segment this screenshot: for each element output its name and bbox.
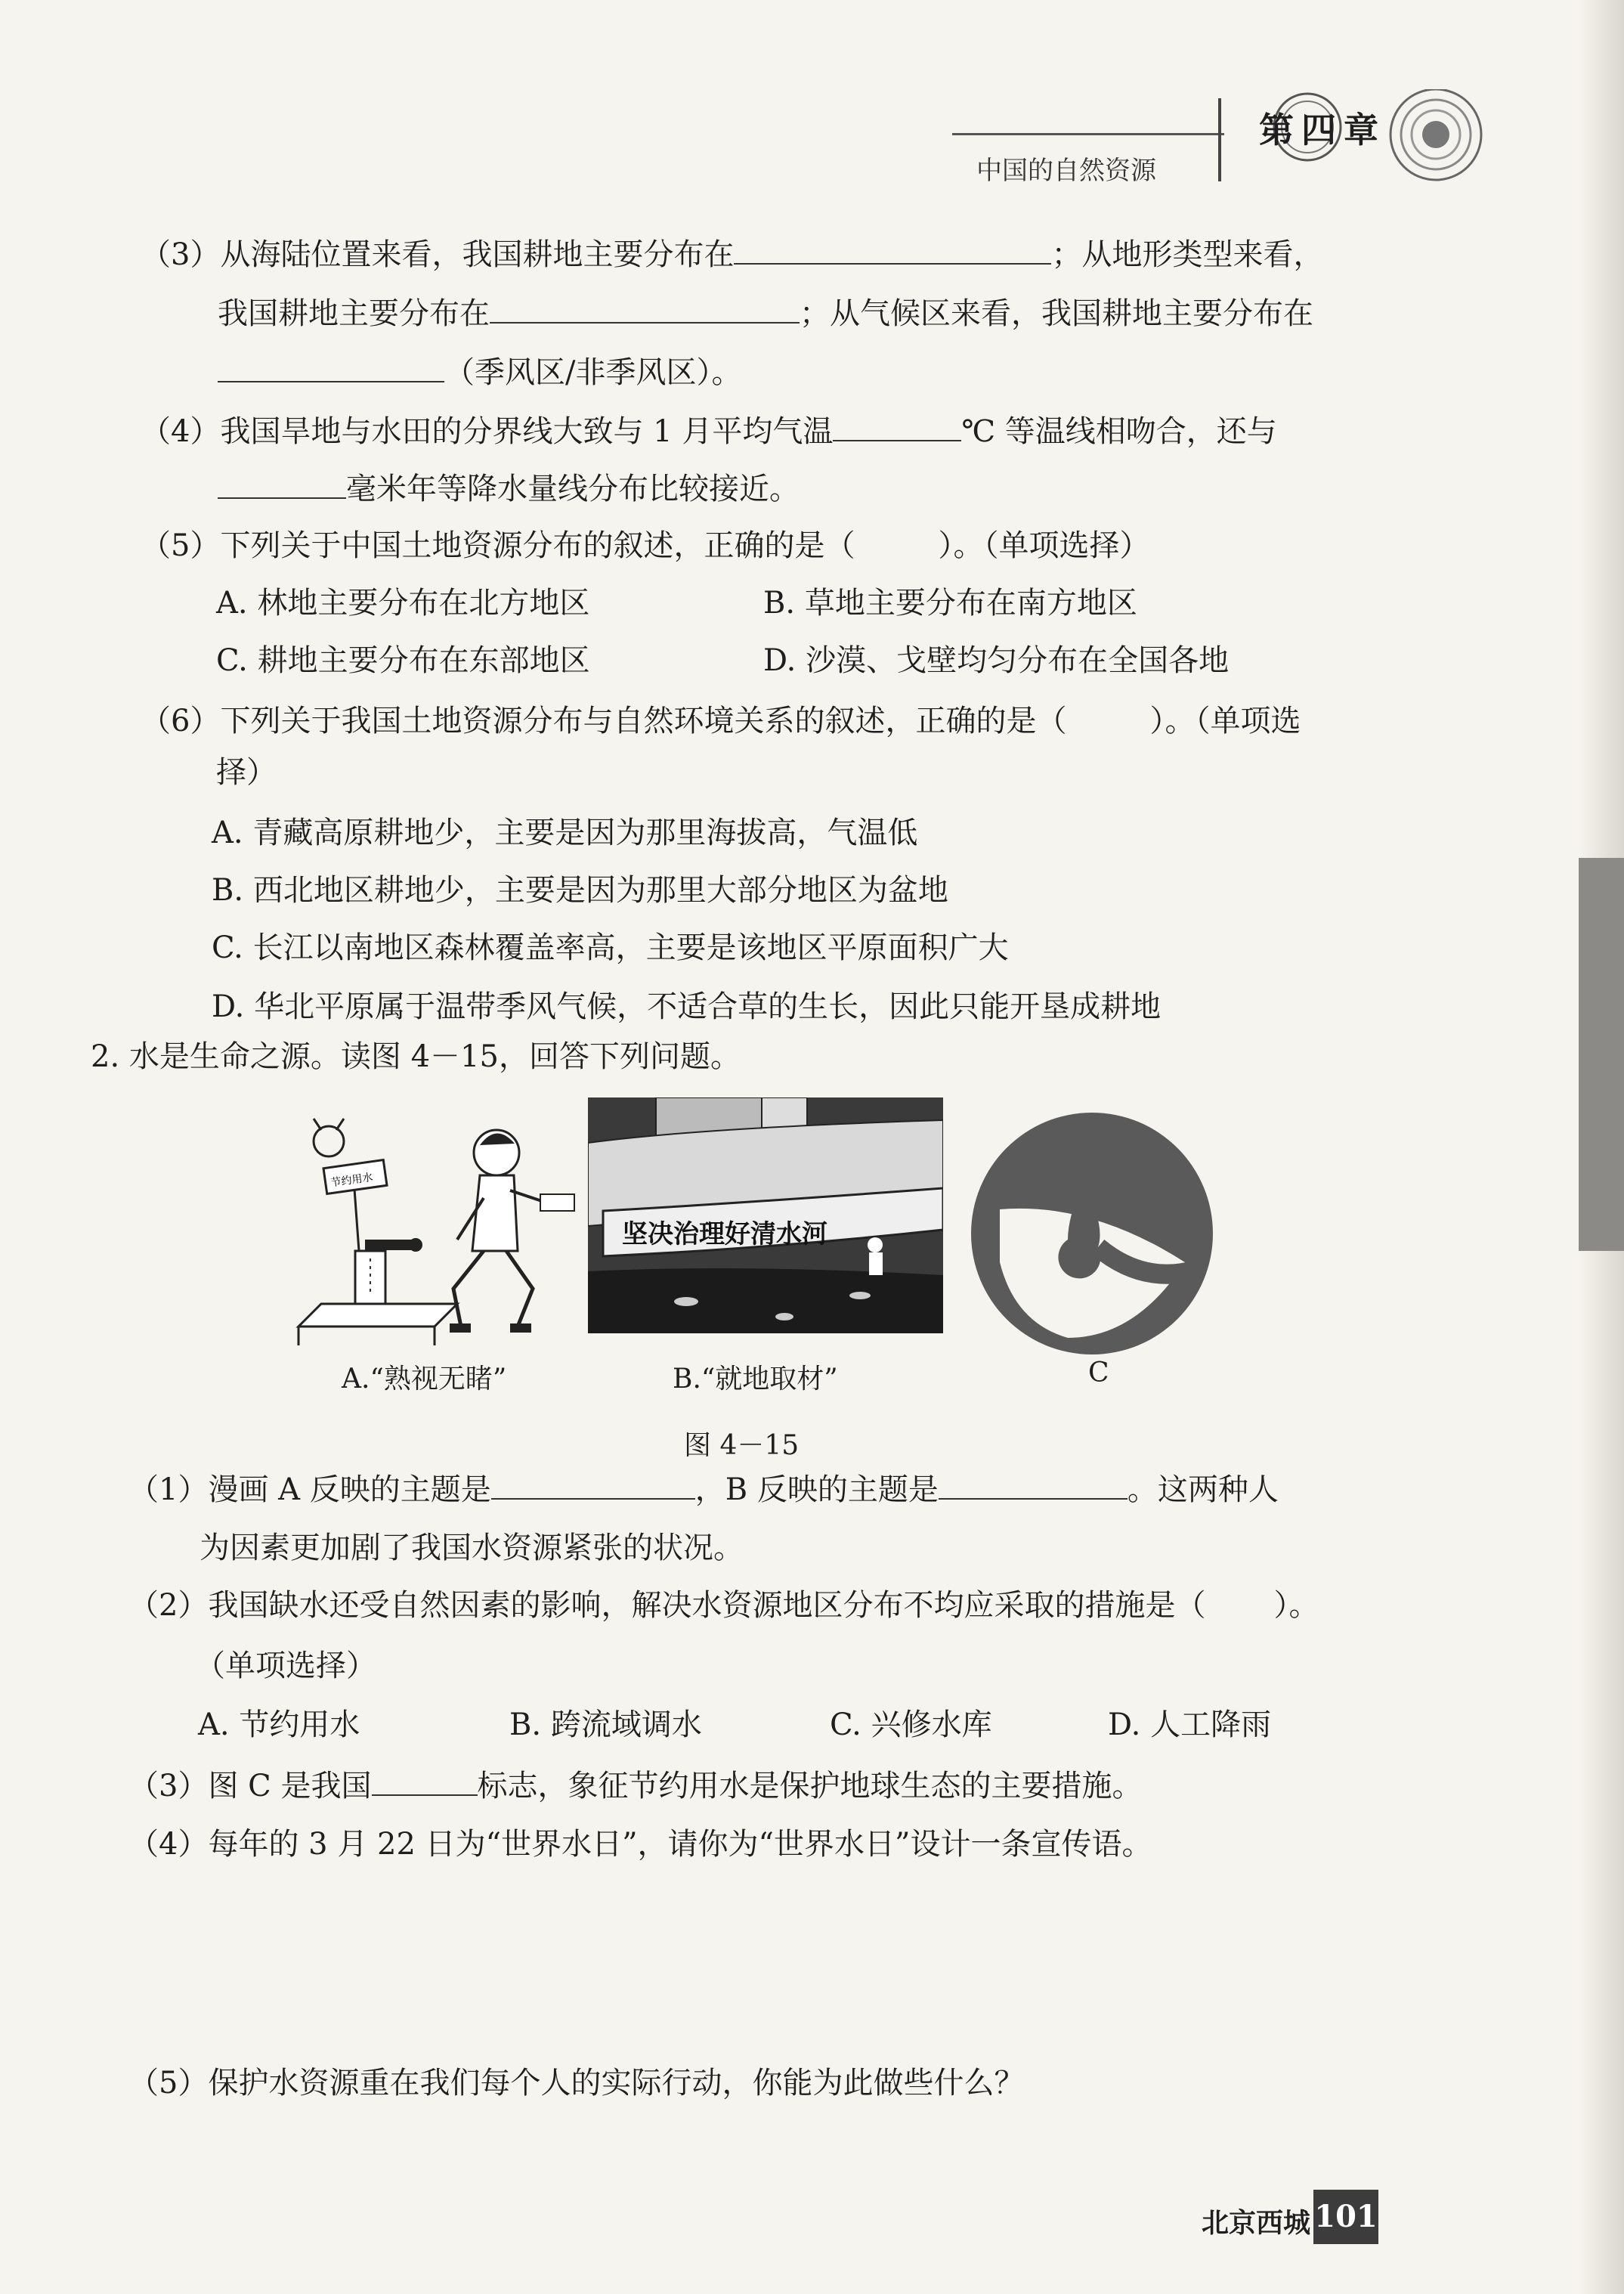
q1-p6-num: （6）	[141, 704, 221, 738]
q2-p2-option-d: D. 人工降雨	[1108, 1707, 1272, 1742]
q1-p6-option-b: B. 西北地区耕地少，主要是因为那里大部分地区为盆地	[212, 873, 948, 908]
q2-p2-line1	[128, 1586, 1319, 1625]
q2-p5-answer-area[interactable]	[196, 2116, 1179, 2177]
figure-a-cartoon	[291, 1100, 578, 1349]
q2-p5-num: （5）	[128, 2066, 209, 2101]
q2-p2-option-c: C. 兴修水库	[830, 1707, 992, 1742]
q1-p6-option-d: D. 华北平原属于温带季风气候，不适合草的生长，因此只能开垦成耕地	[212, 989, 1162, 1024]
q1-p6-tail2: 择）	[216, 755, 277, 790]
figure-c-caption: C	[1088, 1358, 1109, 1388]
chapter-subtitle: 中国的自然资源	[976, 156, 1156, 186]
q1-p4-text1: 我国旱地与水田的分界线大致与 1 月平均气温	[220, 414, 834, 449]
q1-p5-option-d: D. 沙漠、戈壁均匀分布在全国各地	[763, 643, 1230, 678]
q2-p3-line	[128, 1766, 1143, 1806]
q2-p2-text3: （单项选择）	[195, 1649, 376, 1683]
q2-p1-line1	[128, 1469, 1279, 1509]
q1-p6-stem	[141, 701, 1301, 741]
q1-p3-text3: 我国耕地主要分布在	[218, 296, 490, 331]
q1-p6-option-c: C. 长江以南地区森林覆盖率高，主要是该地区平原面积广大	[212, 930, 1009, 965]
water-saving-logo-icon	[970, 1111, 1215, 1357]
q2-p1-text4: 为因素更加剧了我国水资源紧张的状况。	[200, 1531, 744, 1565]
q1-p5-option-c: C. 耕地主要分布在东部地区	[216, 643, 590, 678]
q2-p3-text1: 图 C 是我国	[208, 1769, 372, 1803]
q2-p5-text1: 保护水资源重在我们每个人的实际行动，你能为此做些什么？	[208, 2066, 1025, 2101]
q1-p3-blank3[interactable]	[218, 352, 444, 382]
q1-p3-text1: 从海陆位置来看，我国耕地主要分布在	[220, 237, 735, 272]
q2-p4-line	[128, 1825, 1152, 1864]
figure-b-banner: 坚决治理好清水河	[622, 1219, 827, 1249]
header-divider	[1218, 98, 1221, 181]
q1-p3-line3	[218, 352, 741, 392]
figure-title: 图 4－15	[684, 1430, 800, 1461]
q2-p2-text1: 我国缺水还受自然因素的影响，解决水资源地区分布不均应采取的措施是（	[208, 1588, 1206, 1623]
q2-p4-answer-area[interactable]	[196, 1875, 1406, 2026]
q1-p5-option-a: A. 林地主要分布在北方地区	[216, 586, 590, 621]
q2-p3-text2: 标志，象征节约用水是保护地球生态的主要措施。	[477, 1769, 1143, 1803]
q2-p4-text1: 每年的 3 月 22 日为“世界水日”，请你为“世界水日”设计一条宣传语。	[208, 1827, 1152, 1862]
q1-p3-line1	[141, 234, 1323, 274]
q2-p2-option-b: B. 跨流域调水	[509, 1707, 702, 1742]
header-rule	[952, 133, 1224, 135]
q1-p5-stem	[141, 526, 1149, 565]
q2-p1-num: （1）	[128, 1472, 209, 1507]
q2-p2-text2: ）。	[1273, 1588, 1319, 1623]
q2-p3-num: （3）	[128, 1769, 209, 1803]
figure-b-cartoon	[588, 1097, 943, 1333]
chapter-edge-tab	[1579, 858, 1624, 1251]
page-number: 101	[1313, 2190, 1378, 2244]
q1-p4-blank1[interactable]	[833, 411, 961, 441]
q1-p5-stem-text: 下列关于中国土地资源分布的叙述，正确的是（	[220, 528, 855, 563]
q2-p1-blank1[interactable]	[491, 1469, 695, 1500]
figure-a-sign: 节约用水	[329, 1171, 374, 1190]
q1-p4-line2	[218, 469, 800, 509]
q1-p6-stem-text: 下列关于我国土地资源分布与自然环境关系的叙述，正确的是（	[220, 704, 1067, 738]
q1-p4-text2: ℃ 等温线相吻合，还与	[961, 414, 1277, 449]
figure-b-caption: B.“就地取材”	[673, 1364, 838, 1395]
q1-p3-text4: ；从气候区来看，我国耕地主要分布在	[800, 296, 1313, 331]
q2-p5-line	[128, 2063, 1024, 2103]
q1-p5-option-b: B. 草地主要分布在南方地区	[763, 586, 1137, 621]
q2-p2-option-a: A. 节约用水	[198, 1707, 360, 1742]
q2-p2-num: （2）	[128, 1588, 209, 1623]
q1-p5-num: （5）	[141, 528, 221, 563]
q2-p1-text2: ，B 反映的主题是	[694, 1472, 939, 1507]
q1-p4-line1	[141, 411, 1277, 451]
q2-p4-num: （4）	[128, 1827, 209, 1862]
q1-p3-line2	[218, 293, 1313, 333]
q1-p6-tail: ）。（单项选	[1149, 704, 1301, 738]
chapter-title: 第四章	[1259, 110, 1386, 150]
q2-p1-text1: 漫画 A 反映的主题是	[208, 1472, 491, 1507]
q1-p3-text5: （季风区/非季风区）。	[444, 355, 742, 390]
q1-p3-blank2[interactable]	[490, 293, 800, 324]
q1-p3-text2: ；从地形类型来看，	[1051, 237, 1324, 272]
q1-p5-tail: ）。（单项选择）	[938, 528, 1150, 563]
q2-p1-text3: 。这两种人	[1127, 1472, 1279, 1507]
q1-p6-option-a: A. 青藏高原耕地少，主要是因为那里海拔高，气温低	[212, 816, 918, 850]
q1-p3-num: （3）	[141, 237, 221, 272]
footer-region: 北京西城	[1202, 2208, 1311, 2239]
q1-p3-blank1[interactable]	[734, 234, 1051, 265]
q1-p4-text3: 毫米年等降水量线分布比较接近。	[346, 472, 800, 506]
q2-intro: 2. 水是生命之源。读图 4－15，回答下列问题。	[91, 1039, 741, 1074]
q2-p3-blank[interactable]	[372, 1766, 478, 1796]
q2-p1-blank2[interactable]	[939, 1469, 1128, 1500]
figure-a-caption: A.“熟视无睹”	[342, 1364, 507, 1395]
q1-p4-blank2[interactable]	[218, 469, 346, 499]
q1-p4-num: （4）	[141, 414, 221, 449]
